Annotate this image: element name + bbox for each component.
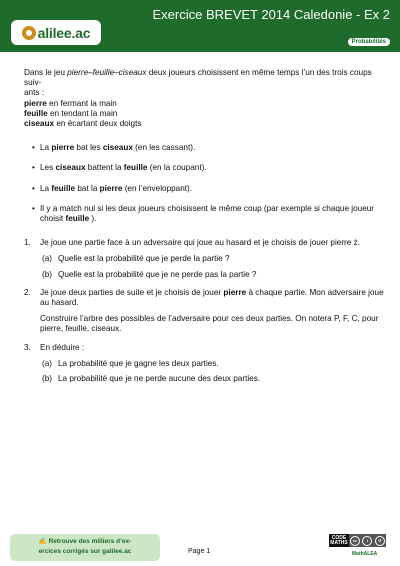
promo-line-2: ercices corrigés sur galilee.ac bbox=[38, 548, 132, 555]
question-1a: (a) Quelle est la probabilité que je perde la partie ? bbox=[42, 254, 230, 264]
question-2-text: Je joue deux parties de suite et je choisis de jouer pierre à chaque partie. Mon adversaire joue au hasard. bbox=[40, 287, 384, 308]
move-feuille: feuille en tendant la main bbox=[24, 108, 118, 118]
page-title: Exercice BREVET 2014 Caledonie - Ex 2 bbox=[152, 7, 390, 22]
moves-list bbox=[24, 99, 388, 130]
rule-item: • Les ciseaux battent la feuille (en la coupant). bbox=[32, 163, 388, 173]
rule-item: • La pierre bat les ciseaux (en les cassant). bbox=[32, 143, 388, 153]
promo-line-1: ✍ Retrouve des milliers d’ex- bbox=[38, 538, 132, 545]
question-3-text: En déduire : bbox=[40, 342, 85, 352]
question-2: 2. Je joue deux parties de suite et je choisis de jouer pierre à chaque partie. Mon adversaire joue au hasard. Construire l’arbre des possibles de l’adversaire pour ces deux parties. On notera P, F, C, pour pierre, feuille, ciseaux. bbox=[24, 288, 388, 335]
move-ciseaux: ciseaux en écartant deux doigts bbox=[24, 119, 142, 129]
question-1: 1. Je joue une partie face à un adversaire qui joue au hasard et je choisis de jouer pierre ż. (a) Quelle est la probabilité que je perde la partie ? (b) Quelle est la probabilité que je ne perde pas la partie ? bbox=[24, 238, 388, 280]
cc-license-badge[interactable] bbox=[329, 534, 386, 547]
galilee-logo[interactable] bbox=[11, 20, 101, 45]
topic-badge: Probabilités bbox=[348, 38, 390, 46]
galilee-logo-icon bbox=[22, 26, 36, 40]
by-icon: i bbox=[362, 536, 372, 546]
logo-text: alilee.ac bbox=[37, 24, 91, 41]
question-1-text: Je joue une partie face à un adversaire qui joue au hasard et je choisis de jouer pierre ż. bbox=[40, 238, 360, 248]
page-number: Page 1 bbox=[188, 548, 211, 555]
header bbox=[0, 0, 400, 52]
rules-list bbox=[24, 143, 388, 224]
question-3: 3. En déduire : (a) La probabilité que je gagne les deux parties. (b) La probabilité que je ne perde aucune des deux parties. bbox=[24, 343, 388, 385]
code-maths-logo: CODE MATHS bbox=[330, 534, 348, 546]
question-1-subparts bbox=[40, 254, 388, 279]
mathalea-label: MathALEA bbox=[352, 551, 378, 557]
cc-icons bbox=[349, 534, 386, 547]
rule-item: • La feuille bat la pierre (en l’enveloppant). bbox=[32, 184, 388, 194]
question-3a: (a) La probabilité que je gagne les deux parties. bbox=[42, 358, 219, 368]
galilee-promo-link[interactable] bbox=[10, 534, 160, 561]
question-3b: (b) La probabilité que je ne perde aucune des deux parties. bbox=[42, 374, 261, 384]
rule-item: • Il y a match nul si les deux joueurs choisissent le même coup (par exemple si chaque joueur choisit feuille ). bbox=[32, 204, 388, 224]
cc-icon: cc bbox=[350, 536, 360, 546]
question-1b: (b) Quelle est la probabilité que je ne perde pas la partie ? bbox=[42, 269, 257, 279]
exercise-content bbox=[24, 68, 388, 392]
question-2-para: Construire l’arbre des possibles de l’adversaire pour ces deux parties. On notera P, F, C, pour pierre, feuille, ciseaux. bbox=[40, 314, 379, 334]
move-pierre: pierre en fermant la main bbox=[24, 98, 117, 108]
questions-list bbox=[24, 238, 388, 384]
sa-icon: ↺ bbox=[375, 536, 385, 546]
intro-line-2: ants : bbox=[24, 88, 45, 98]
intro-line-1: Dans le jeu pierre–feuille–ciseaux deux joueurs choisissent en même temps l’un des trois coups suiv- bbox=[24, 68, 372, 88]
question-3-subparts bbox=[40, 359, 388, 384]
